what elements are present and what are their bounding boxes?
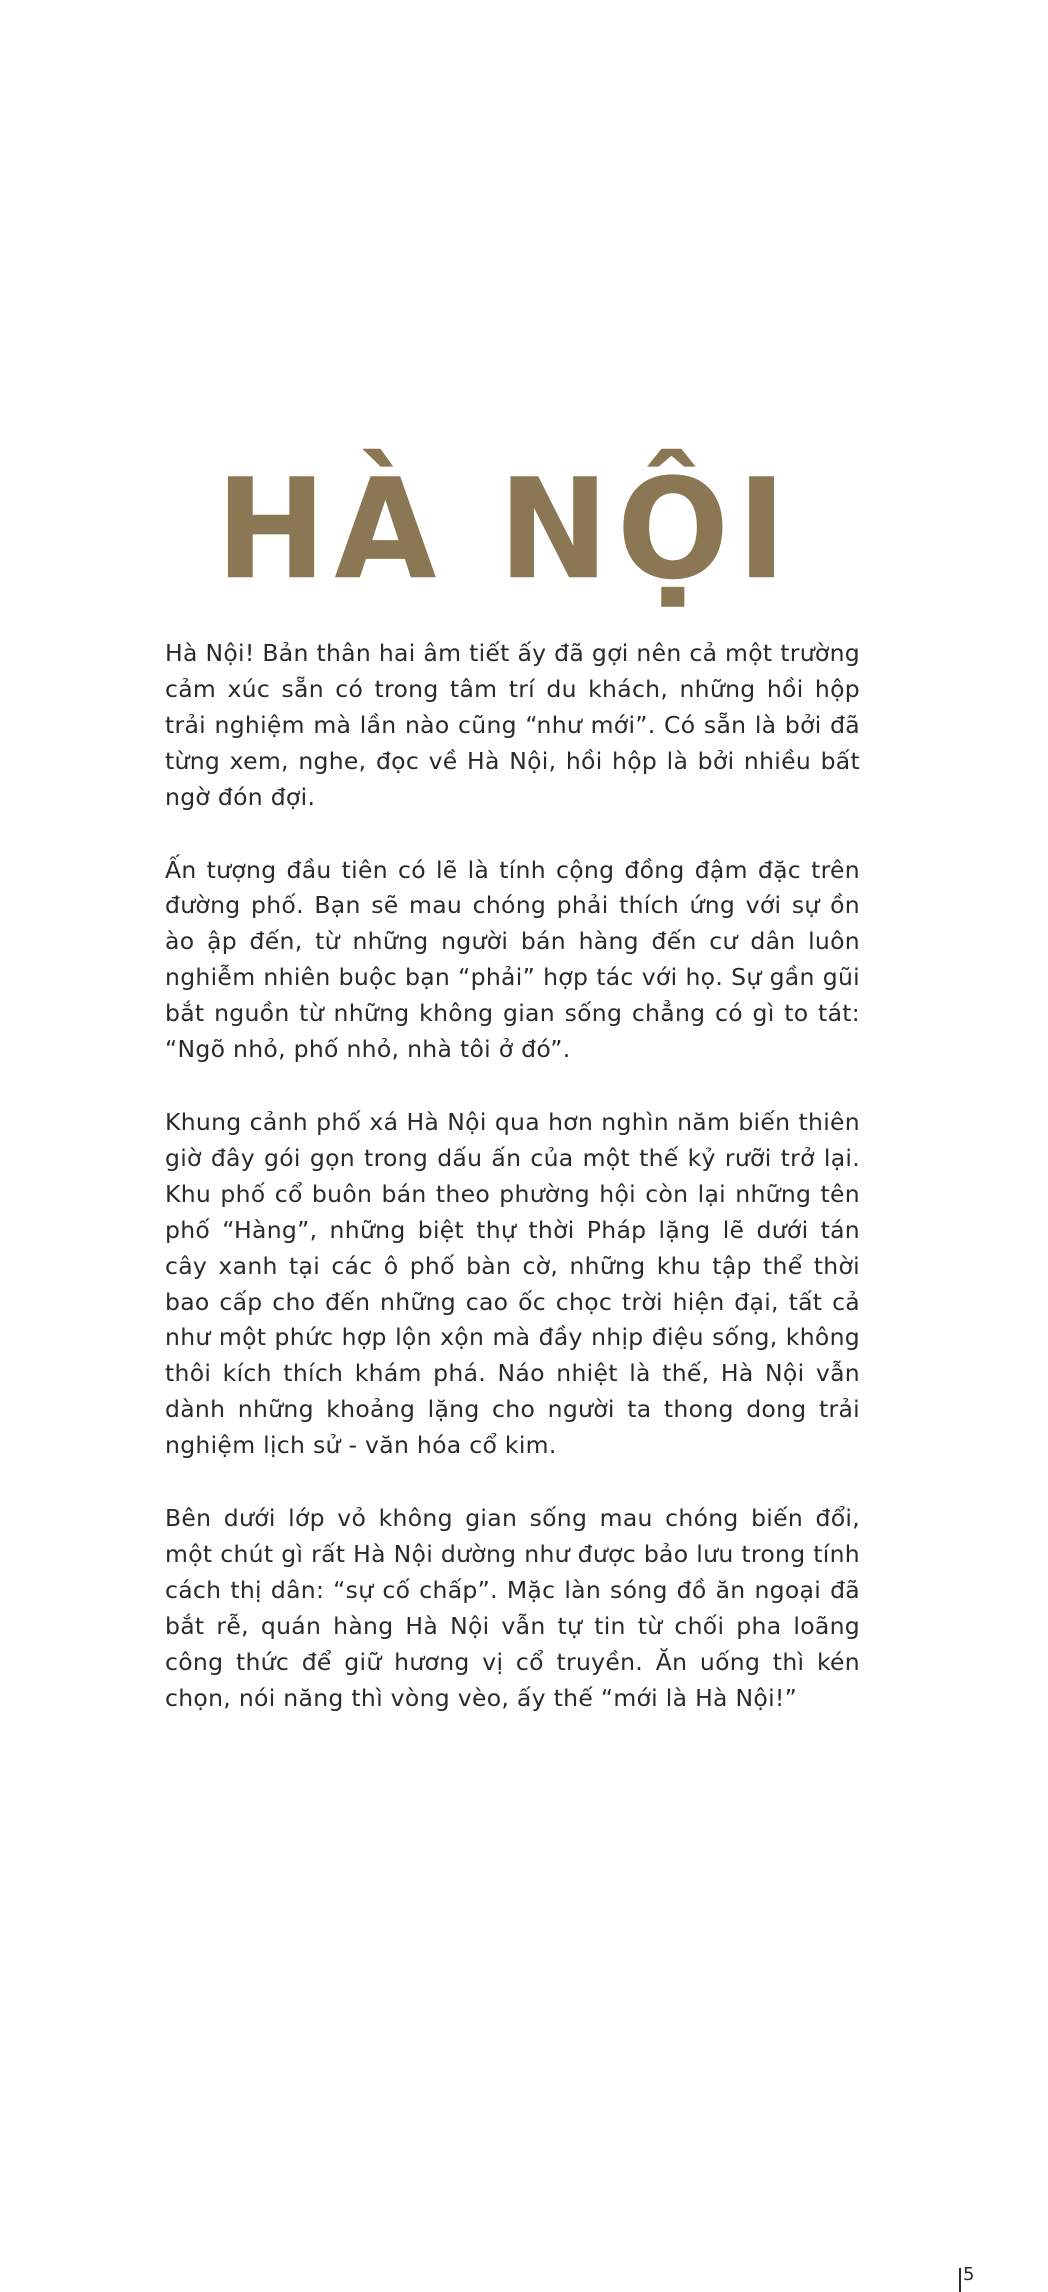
page-number-rule <box>959 2268 961 2292</box>
paragraph-2: Ấn tượng đầu tiên có lẽ là tính cộng đồng đậm đặc trên đường phố. Bạn sẽ mau chóng phải thích ứng với sự ồn ào ập đến, từ những người bán hàng đến cư dân luôn nghiễm nhiên buộc bạn “phải” hợp tác với họ. Sự gần gũi bắt nguồn từ những không gian sống chẳng có gì to tát: “Ngõ nhỏ, phố nhỏ, nhà tôi ở đó”. <box>165 855 860 1064</box>
paragraph-1: Hà Nội! Bản thân hai âm tiết ấy đã gợi nên cả một trường cảm xúc sẵn có trong tâm trí du khách, những hồi hộp trải nghiệm mà lần nào cũng “như mới”. Có sẵn là bởi đã từng xem, nghe, đọc về Hà Nội, hồi hộp là bởi nhiều bất ngờ đón đợi. <box>165 639 860 811</box>
paragraph-3: Khung cảnh phố xá Hà Nội qua hơn nghìn năm biến thiên giờ đây gói gọn trong dấu ấn của một thế kỷ rưỡi trở lại. Khu phố cổ buôn bán theo phường hội còn lại những tên phố “Hàng”, những biệt thự thời Pháp lặng lẽ dưới tán cây xanh tại các ô phố bàn cờ, những khu tập thể thời bao cấp cho đến những cao ốc chọc trời hiện đại, tất cả như một phức hợp lộn xộn mà đầy nhịp điệu sống, không thôi kích thích khám phá. Náo nhiệt là thế, Hà Nội vẫn dành những khoảng lặng cho người ta thong dong trải nghiệm lịch sử - văn hóa cổ kim. <box>165 1107 860 1460</box>
chapter-title: HÀ NỘI <box>215 449 795 611</box>
body-text <box>165 636 860 1753</box>
paragraph-4: Bên dưới lớp vỏ không gian sống mau chóng biến đổi, một chút gì rất Hà Nội dường như được bảo lưu trong tính cách thị dân: “sự cố chấp”. Mặc làn sóng đồ ăn ngoại đã bắt rễ, quán hàng Hà Nội vẫn tự tin từ chối pha loãng công thức để giữ hương vị cổ truyền. Ăn uống thì kén chọn, nói năng thì vòng vèo, ấy thế “mới là Hà Nội!” <box>165 1504 860 1712</box>
page-number: 5 <box>963 2264 975 2285</box>
